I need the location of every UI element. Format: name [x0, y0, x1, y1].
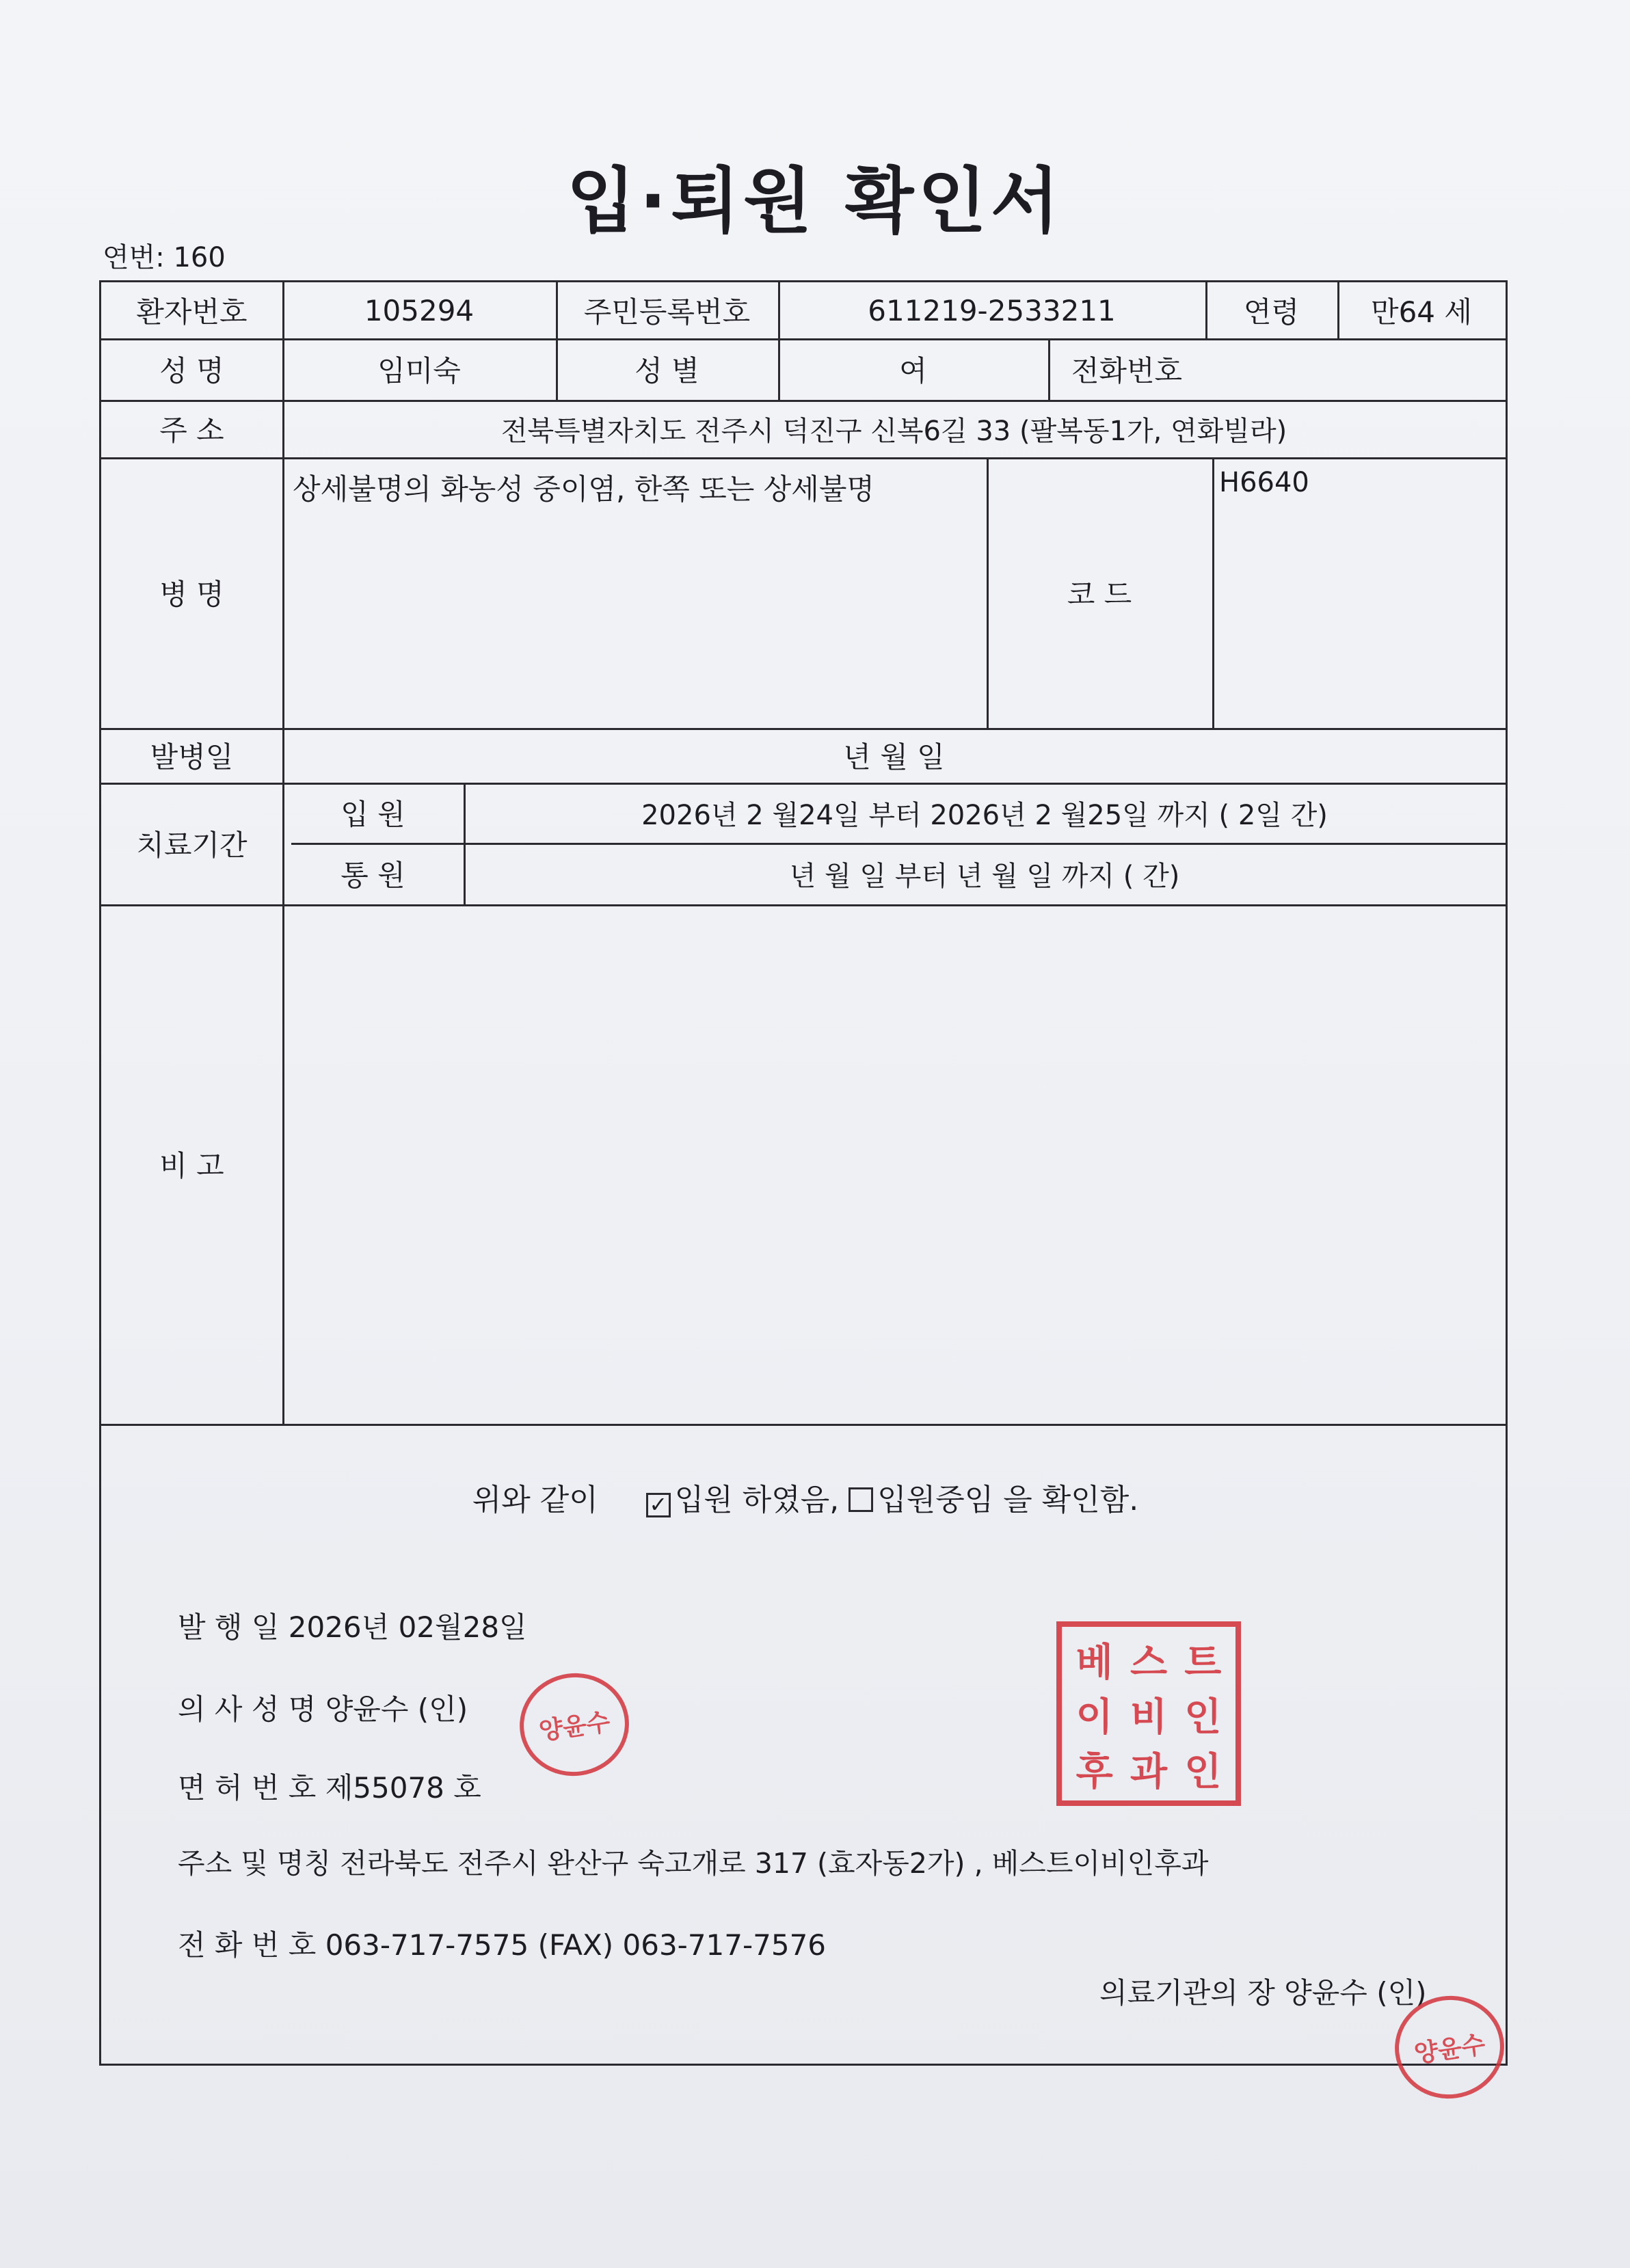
patient-number: 105294	[364, 293, 475, 327]
issue-date: 발 행 일 2026년 02월28일	[178, 1610, 527, 1644]
label-disease: 병 명	[159, 578, 224, 611]
doctor-name: 의 사 성 명 양윤수 (인)	[178, 1692, 468, 1726]
form-table	[99, 280, 1508, 2066]
onset-date: 년 월 일	[843, 740, 945, 774]
option-inpatient: 입원중임 을 확인함.	[877, 1483, 1139, 1517]
label-onset: 발병일	[150, 740, 234, 774]
hospital-phone: 전 화 번 호 063-717-7575 (FAX) 063-717-7576	[178, 1928, 827, 1962]
label-name: 성 명	[159, 354, 224, 388]
doctor-seal-stamp: 양윤수	[513, 1666, 635, 1783]
disease-name: 상세불명의 화농성 중이염, 한쪽 또는 상세불명	[293, 472, 874, 506]
remarks-value	[293, 915, 1496, 1414]
label-address: 주 소	[159, 414, 224, 447]
label-sex: 성 별	[634, 354, 699, 388]
label-code: 코 드	[1067, 578, 1132, 611]
age-value: 만64 세	[1371, 295, 1472, 329]
disease-code: H6640	[1219, 467, 1309, 498]
phone-value	[1205, 338, 1506, 400]
serial-number: 연번: 160	[103, 242, 226, 273]
patient-name: 임미숙	[377, 354, 461, 388]
head-seal-stamp: 양윤수	[1388, 1989, 1510, 2106]
hospital-seal-stamp: 베 스 트 이 비 인 후 과 인	[1056, 1621, 1241, 1806]
resident-number: 611219-2533211	[868, 293, 1116, 327]
address-value: 전북특별자치도 전주시 덕진구 신복6길 33 (팔복동1가, 연화빌라)	[500, 415, 1287, 447]
sex-value: 여	[899, 354, 927, 388]
admitted-checkbox	[646, 1493, 671, 1517]
label-resident-no: 주민등록번호	[583, 295, 751, 329]
label-phone: 전화번호	[1071, 354, 1183, 388]
check-mark-icon: ✓	[649, 1491, 668, 1517]
hospital-head: 의료기관의 장 양윤수 (인)	[1099, 1976, 1427, 2010]
label-treatment-period: 치료기간	[136, 828, 248, 862]
inpatient-period: 2026년 2 월24일 부터 2026년 2 월25일 까지 ( 2일 간)	[641, 799, 1328, 831]
outpatient-period: 년 월 일 부터 년 월 일 까지 ( 간)	[789, 860, 1180, 892]
confirmation-line	[101, 1475, 1510, 1519]
label-patient-no: 환자번호	[136, 295, 248, 329]
label-inpatient: 입 원	[340, 798, 405, 831]
hospital-address: 주소 및 명칭 전라북도 전주시 완산구 숙고개로 317 (효자동2가) , 베스트이비인후과	[178, 1847, 1209, 1880]
option-admitted: 입원 하였음,	[674, 1483, 840, 1517]
label-age: 연령	[1243, 295, 1300, 329]
label-remarks: 비 고	[159, 1149, 224, 1183]
label-outpatient: 통 원	[340, 859, 405, 892]
document-title: 입·퇴원 확인서	[566, 159, 1064, 243]
confirm-prefix: 위와 같이	[472, 1483, 598, 1517]
inpatient-checkbox	[849, 1487, 873, 1512]
license-number: 면 허 번 호 제55078 호	[178, 1771, 481, 1805]
